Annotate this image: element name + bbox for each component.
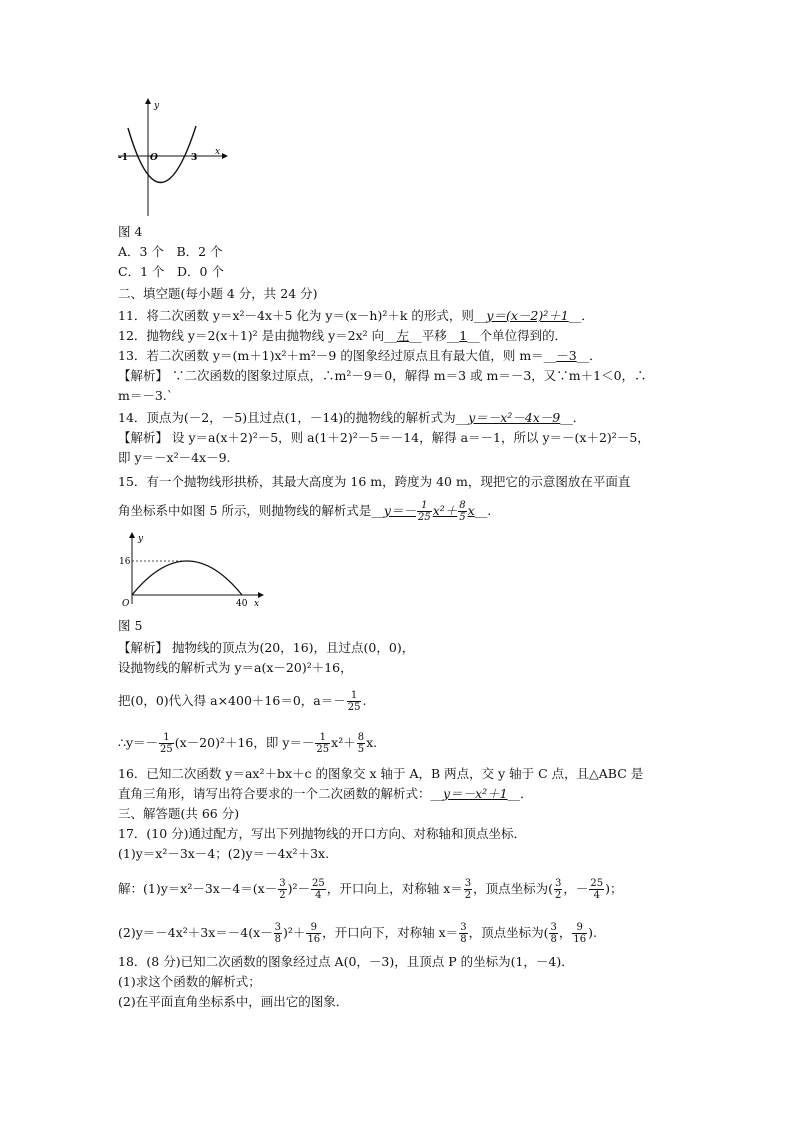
section-2-heading: 二、填空题(每小题 4 分，共 24 分) <box>118 286 318 301</box>
q12-text-mid: __平移__ <box>409 328 460 343</box>
q15-solution-line4 <box>118 732 377 755</box>
q17-s1-e: ，－ <box>563 881 589 896</box>
q15-sol4-frac1 <box>159 732 174 755</box>
fig4-y-arrow <box>145 98 151 104</box>
fig5-arch-curve <box>132 561 242 595</box>
q17-s1-f2-num: 25 <box>311 878 325 889</box>
q17-s1-f: )； <box>605 881 623 896</box>
q15-sol4-frac2-num: 1 <box>315 732 330 744</box>
q17-s1-frac5 <box>589 878 604 901</box>
q17-s2-f5-den: 16 <box>573 934 587 945</box>
q12-answer-direction: 左 <box>396 328 410 343</box>
fig4-curve <box>128 126 196 183</box>
q11-answer: y＝(x－2)²＋1 <box>486 308 569 323</box>
q17-s2-frac2 <box>306 922 321 945</box>
q15-text: 角坐标系中如图 5 所示，则抛物线的解析式是__ <box>118 503 384 518</box>
fig5-40-label: 40 <box>236 599 248 609</box>
q15-line1: 15．有一个抛物线形拱桥，其最大高度为 16 m，跨度为 40 m，现把它的示意图放在平面直 <box>118 474 631 489</box>
q17-s2-frac4 <box>549 922 557 945</box>
fig4-x-arrow <box>222 153 228 159</box>
q17-s2-a: (2)y＝－4x²＋3x＝－4(x－ <box>118 925 273 940</box>
q17-s1-f1-num: 3 <box>279 878 286 889</box>
q13-end: __． <box>576 348 602 363</box>
q15-frac1-den: 25 <box>417 512 431 523</box>
q17-s2-f1-num: 3 <box>274 922 282 933</box>
q14-solution-line1: 【解析】 设 y＝a(x＋2)²－5，则 a(1＋2)²－5＝－14，解得 a＝－1，所以 y＝－(x＋2)²－5， <box>118 430 650 445</box>
q17-s2-frac5 <box>572 922 587 945</box>
fig5-x-arrow <box>258 592 264 598</box>
q14-solution-line2: 即 y＝－x²－4x－9. <box>118 450 231 465</box>
q18-line2: (1)求这个函数的解析式； <box>118 974 261 989</box>
q17-s2-f2-num: 9 <box>306 922 321 934</box>
q18-line1: 18．(8 分)已知二次函数的图象经过点 A(0，－3)，且顶点 P 的坐标为(1，－4)． <box>118 954 574 969</box>
fig4-origin-label: O <box>150 153 158 163</box>
fig5-y-label: y <box>138 534 144 544</box>
q18-line3: (2)在平面直角坐标系中，画出它的图象． <box>118 994 349 1009</box>
q17-s2-f3-num: 3 <box>460 922 467 933</box>
q17-s1-frac1 <box>278 878 286 901</box>
q15-sol4-b: (x－20)²＋16，即 y＝－ <box>174 735 315 750</box>
q17-s2-f4-num: 3 <box>550 922 557 933</box>
q15-answer <box>383 500 475 523</box>
q14-answer: y＝－x²－4x－9 <box>468 410 561 425</box>
q14 <box>118 410 585 426</box>
q15-sol4-frac2-den: 25 <box>316 744 330 755</box>
q17-line2: (1)y＝x²－3x－4；(2)y＝－4x²＋3x. <box>118 846 330 861</box>
q17-s1-a: 解：(1)y＝x²－3x－4＝(x－ <box>118 881 278 896</box>
q15-sol4-c: x²＋ <box>331 735 356 750</box>
q15-solution-line3 <box>118 690 366 713</box>
q17-s2-e: ， <box>558 925 572 940</box>
q15-frac1 <box>417 500 432 523</box>
q17-s1-f5-num: 25 <box>590 878 604 889</box>
q16-end: __． <box>507 786 533 801</box>
q15-sol4-d: x. <box>366 735 378 750</box>
q15-solution-line1: 【解析】 抛物线的顶点为(20，16)，且过点(0，0)， <box>118 640 415 655</box>
q17-s1-frac4 <box>554 878 562 901</box>
q15-sol3-frac-num: 1 <box>347 690 362 702</box>
q12 <box>118 328 567 344</box>
q17-s1-f4-den: 2 <box>555 890 562 901</box>
fig5-caption: 图 5 <box>118 618 143 633</box>
fig4-3-label: 3 <box>191 153 198 163</box>
q17-s1-frac2 <box>311 878 326 901</box>
q15-sol4-frac1-den: 25 <box>160 744 173 755</box>
q14-text: 14．顶点为(－2，－5)且过点(1，－14)的抛物线的解析式为__ <box>118 410 469 425</box>
q15-line2 <box>118 500 491 523</box>
figure-4-parabola <box>118 98 228 218</box>
q15-answer-b: x²＋ <box>432 503 458 518</box>
q17-solution-2 <box>118 922 597 945</box>
q10-options-cd: C．1 个 D．0 个 <box>118 264 224 279</box>
q17-s1-f3-num: 3 <box>464 878 472 889</box>
q15-frac2-den: 5 <box>459 512 466 523</box>
q17-s1-c: ，开口向上，对称轴 x＝ <box>326 881 463 896</box>
q17-s2-b: )²＋ <box>283 925 306 940</box>
q15-frac1-num: 1 <box>417 500 432 512</box>
q11 <box>118 308 594 324</box>
q16-text: 直角三角形，请写出符合要求的一个二次函数的解析式：__ <box>118 786 444 801</box>
q17-s1-b: )²－ <box>287 881 310 896</box>
q11-end: __． <box>568 308 594 323</box>
q17-s2-f3-den: 8 <box>460 934 467 945</box>
q17-s2-d: ，顶点坐标为( <box>468 925 549 940</box>
q15-sol3-end: . <box>362 693 367 708</box>
q17-s2-f4-den: 8 <box>550 934 557 945</box>
q17-s2-f: ). <box>588 925 597 940</box>
fig4-minus1-label: -1 <box>118 153 128 163</box>
q16-line2 <box>118 786 533 802</box>
q17-s1-f5-den: 4 <box>593 890 600 901</box>
fig5-16-label: 16 <box>119 557 131 567</box>
section-3-heading: 三、解答题(共 66 分) <box>118 806 240 821</box>
fig4-y-label: y <box>154 101 160 111</box>
q15-frac2-num: 8 <box>459 500 466 511</box>
q17-solution-1 <box>118 878 623 901</box>
fig5-x-label: x <box>254 599 260 609</box>
q17-s2-f1-den: 8 <box>274 934 282 945</box>
q16-answer: y＝－x²＋1 <box>443 786 508 801</box>
q15-sol4-frac3-den: 5 <box>357 744 365 755</box>
fig4-caption: 图 4 <box>118 224 143 239</box>
q13-solution-line1: 【解析】 ∵二次函数的图象过原点，∴m²－9＝0，解得 m＝3 或 m＝－3，又∵m＋1＜0，∴ <box>118 368 647 383</box>
q17-line1: 17．(10 分)通过配方，写出下列抛物线的开口方向、对称轴和顶点坐标． <box>118 826 527 841</box>
q16-line1: 16．已知二次函数 y＝ax²＋bx＋c 的图象交 x 轴于 A，B 两点，交 y 轴于 C 点，且△ABC 是 <box>118 766 644 781</box>
q15-solution-line2: 设抛物线的解析式为 y＝a(x－20)²＋16， <box>118 660 353 675</box>
q15-sol4-a: ∴y＝－ <box>118 735 159 750</box>
q17-s1-f4-num: 3 <box>555 878 562 889</box>
q13-answer: －3 <box>556 348 577 363</box>
q17-s2-frac1 <box>274 922 282 945</box>
q15-answer-a: y＝－ <box>383 503 416 518</box>
q12-answer-units: 1 <box>459 328 468 343</box>
q11-text: 11．将二次函数 y＝x²－4x＋5 化为 y＝(x－h)²＋k 的形式，则__ <box>118 308 487 323</box>
fig5-origin-label: O <box>122 599 130 609</box>
q15-sol3-frac-den: 25 <box>347 702 361 713</box>
figure-5-arch <box>118 532 268 610</box>
q13 <box>118 348 602 364</box>
q13-solution-line2: m＝－3.` <box>118 388 174 403</box>
q17-s2-f5-num: 9 <box>572 922 587 934</box>
fig5-y-arrow <box>129 532 135 538</box>
q14-end: __． <box>560 410 586 425</box>
q15-sol3-text: 把(0，0)代入得 a×400＋16＝0，a＝－ <box>118 693 346 708</box>
q17-s2-frac3 <box>459 922 467 945</box>
q15-answer-c: x <box>467 503 475 518</box>
q15-sol3-frac <box>347 690 362 713</box>
q15-frac2 <box>458 500 466 523</box>
q17-s2-f2-den: 16 <box>307 934 321 945</box>
q12-text: 12．抛物线 y＝2(x＋1)² 是由抛物线 y＝2x² 向__ <box>118 328 397 343</box>
q17-s1-f1-den: 2 <box>279 890 286 901</box>
q15-sol4-frac3-num: 8 <box>357 732 365 743</box>
q17-s1-frac3 <box>464 878 472 901</box>
q12-end: __个单位得到的． <box>467 328 568 343</box>
q15-end: __. <box>474 503 492 518</box>
q10-options-ab: A．3 个 B．2 个 <box>118 244 223 259</box>
fig4-x-label: x <box>215 147 221 157</box>
q13-text: 13．若二次函数 y＝(m＋1)x²＋m²－9 的图象经过原点且有最大值，则 m＝__ <box>118 348 557 363</box>
q15-sol4-frac3 <box>357 732 365 755</box>
q17-s1-f3-den: 2 <box>464 890 472 901</box>
q17-s1-f2-den: 4 <box>315 890 322 901</box>
q17-s2-c: ，开口向下，对称轴 x＝ <box>322 925 459 940</box>
q15-sol4-frac1-num: 1 <box>159 732 174 744</box>
q17-s1-d: ，顶点坐标为( <box>473 881 554 896</box>
q15-sol4-frac2 <box>315 732 330 755</box>
